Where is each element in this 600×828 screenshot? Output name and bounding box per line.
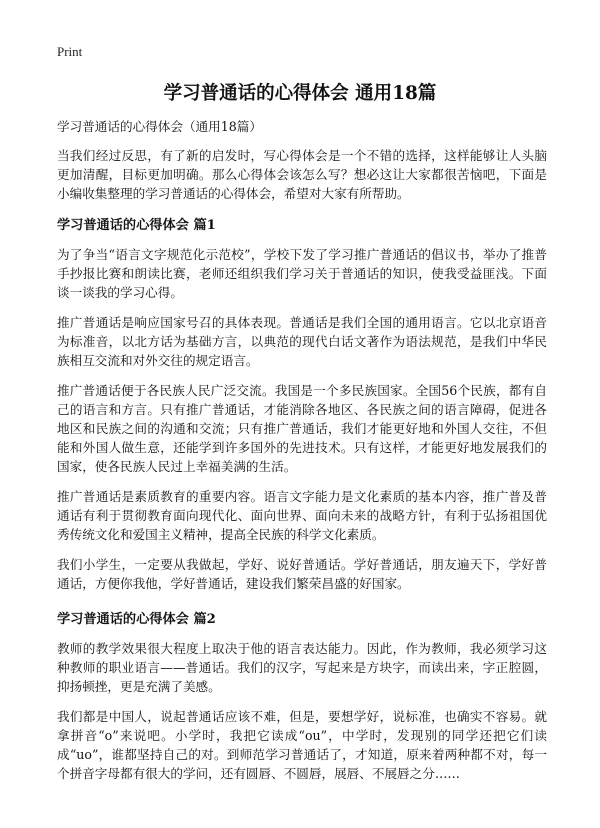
intro-paragraph: 当我们经过反思，有了新的启发时，写心得体会是一个不错的选择，这样能够让人头脑更加清醒，目标更加明确。那么心得体会该怎么写？想必这让大家都很苦恼吧，下面是小编收集整理的学习普通话的心得体会，希望对大家有所帮助。 (57, 148, 547, 201)
section-heading: 学习普通话的心得体会 篇2 (57, 612, 216, 627)
paragraph: 教师的教学效果很大程度上取决于他的语言表达能力。因此，作为教师，我必须学习这种教师的职业语言——普通话。我们的汉字，写起来是方块字，而读出来，字正腔圆，抑扬顿挫，更是充满了美感。 (57, 641, 547, 694)
print-link[interactable]: Print (57, 44, 83, 59)
paragraph: 我们都是中国人，说起普通话应该不难，但是，要想学好，说标准，也确实不容易。就拿拼音“o”来说吧。小学时，我把它读成“ou”，中学时，发现别的同学还把它们读成“uo”，谁都坚持自己的对。到师范学习普通话了，才知道，原来着两种都不对，每一个拼音字母都有很大的学问，还有圆唇、不圆唇，展唇、不展唇之分…… (57, 709, 547, 781)
paragraph: 推广普通话是响应国家号召的具体表现。普通话是我们全国的通用语言。它以北京语音为标准音，以北方话为基础方言，以典范的现代白话文著作为语法规范，是我们中华民族相互交流和对外交往的规定语言。 (57, 315, 547, 368)
paragraph: 推广普通话是素质教育的重要内容。语言文字能力是文化素质的基本内容，推广普及普通话有利于贯彻教育面向现代化、面向世界、面向未来的战略方针，有利于弘扬祖国优秀传统文化和爱国主义精神，提高全民族的科学文化素质。 (57, 489, 547, 542)
paragraph: 为了争当“语言文字规范化示范校”，学校下发了学习推广普通话的倡议书，举办了推普手抄报比赛和朗读比赛，老师还组织我们学习关于普通话的知识，使我受益匪浅。下面谈一谈我的学习心得。 (57, 247, 547, 300)
paragraph: 推广普通话便于各民族人民广泛交流。我国是一个多民族国家。全国56个民族，都有自己的语言和方言。只有推广普通话，才能消除各地区、各民族之间的语言障碍，促进各地区和民族之间的沟通和交流；只有推广普通话，我们才能更好地和外国人交往，不但能和外国人做生意，还能学到许多国外的先进技术。只有这样，才能更好地发展我们的国家，使各民族人民过上幸福美满的生活。 (57, 383, 547, 474)
document-subtitle: 学习普通话的心得体会（通用18篇） (57, 119, 262, 134)
document-body (57, 118, 547, 794)
page-title: 学习普通话的心得体会 通用18篇 (163, 83, 437, 104)
paragraph: 我们小学生，一定要从我做起，学好、说好普通话。学好普通话，朋友遍天下，学好普通话，方便你我他，学好普通话，建设我们繁荣昌盛的好国家。 (57, 557, 547, 591)
section-heading: 学习普通话的心得体会 篇1 (57, 218, 216, 233)
